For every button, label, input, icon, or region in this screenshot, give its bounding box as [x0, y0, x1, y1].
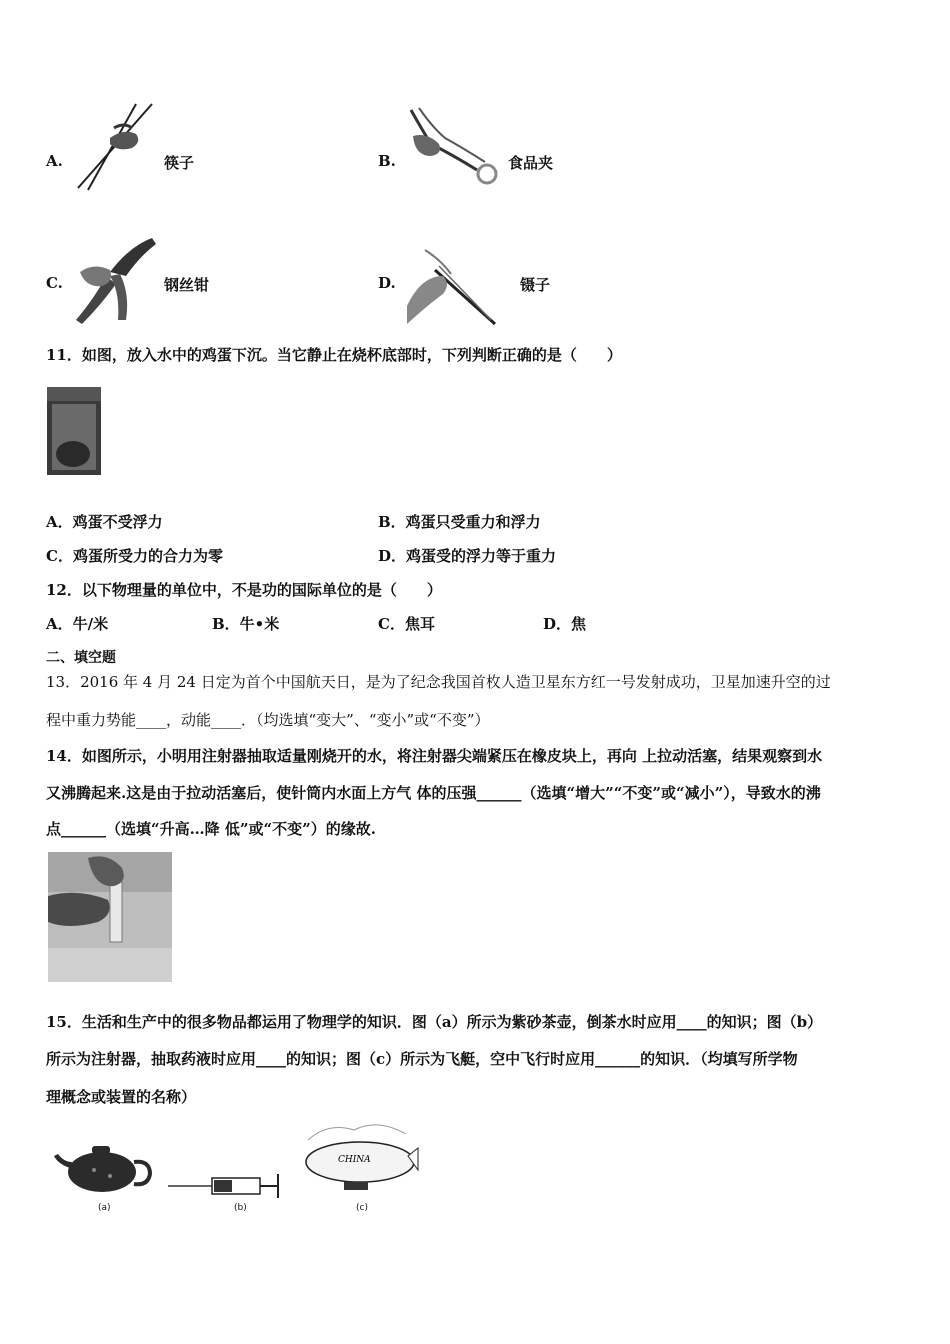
caption-a: (a) [98, 1203, 111, 1213]
question-11-stem: 11．如图，放入水中的鸡蛋下沉。当它静止在烧杯底部时，下列判断正确的是（ ） [46, 346, 622, 364]
question-15-line-2: 所示为注射器，抽取药液时应用____的知识；图（c）所示为飞艇，空中飞行时应用______的知识．（均填写所学物 [46, 1050, 798, 1068]
option-a-letter: A. [46, 152, 63, 170]
option-b-label: 食品夹 [508, 154, 554, 172]
teapot-image [52, 1140, 156, 1196]
caption-b: (b) [234, 1203, 247, 1213]
question-14-line-1: 14．如图所示，小明用注射器抽取适量刚烧开的水，将注射器尖端紧压在橡皮块上，再向 上拉动活塞，结果观察到水 [46, 747, 823, 765]
airship-label: CHINA [338, 1155, 371, 1165]
question-11-option-a: A．鸡蛋不受浮力 [46, 513, 163, 531]
option-c-letter: C. [46, 274, 63, 292]
question-11-option-b: B．鸡蛋只受重力和浮力 [378, 513, 541, 531]
option-d-label: 镊子 [520, 276, 551, 294]
tweezers-image [405, 246, 501, 328]
question-14-line-2: 又沸腾起来.这是由于拉动活塞后，使针筒内水面上方气 体的压强______（选填“增大”“不变”或“减小”），导致水的沸 [46, 784, 821, 802]
question-15-line-3: 理概念或装置的名称） [46, 1088, 197, 1106]
airship-image [300, 1120, 420, 1200]
question-11-option-c: C．鸡蛋所受力的合力为零 [46, 547, 223, 565]
syringe-image [168, 1168, 284, 1198]
question-15-line-1: 15．生活和生产中的很多物品都运用了物理学的知识．图（a）所示为紫砂茶壶，倒茶水时应用____的知识；图（b） [46, 1013, 823, 1031]
wire-pliers-image [70, 232, 160, 326]
question-11-option-d: D．鸡蛋受的浮力等于重力 [378, 547, 557, 565]
chopsticks-image [74, 102, 154, 192]
question-12-stem: 12．以下物理量的单位中，不是功的国际单位的是（ ） [46, 581, 442, 599]
question-14-line-3: 点______（选填“升高…降 低”或“不变”）的缘故. [46, 820, 376, 838]
option-d-letter: D. [378, 274, 396, 292]
syringe-experiment-photo [48, 852, 172, 982]
question-12-option-d: D．焦 [543, 615, 587, 633]
question-13-line-1: 13．2016 年 4 月 24 日定为首个中国航天日，是为了纪念我国首枚人造卫星东方红一号发射成功，卫星加速升空的过 [46, 673, 831, 691]
section-2-title: 二、填空题 [46, 650, 116, 666]
question-12-option-a: A．牛/米 [46, 615, 109, 633]
option-a-label: 筷子 [164, 154, 195, 172]
option-c-label: 钢丝钳 [164, 276, 210, 294]
caption-c: (c) [356, 1203, 368, 1213]
beaker-egg-image [46, 386, 102, 476]
question-13-line-2: 程中重力势能____，动能____．（均选填“变大”、“变小”或“不变”） [46, 711, 490, 729]
question-12-option-c: C．焦耳 [378, 615, 435, 633]
option-b-letter: B. [378, 152, 396, 170]
question-12-option-b: B．牛•米 [212, 615, 280, 633]
food-tongs-image [405, 106, 501, 196]
